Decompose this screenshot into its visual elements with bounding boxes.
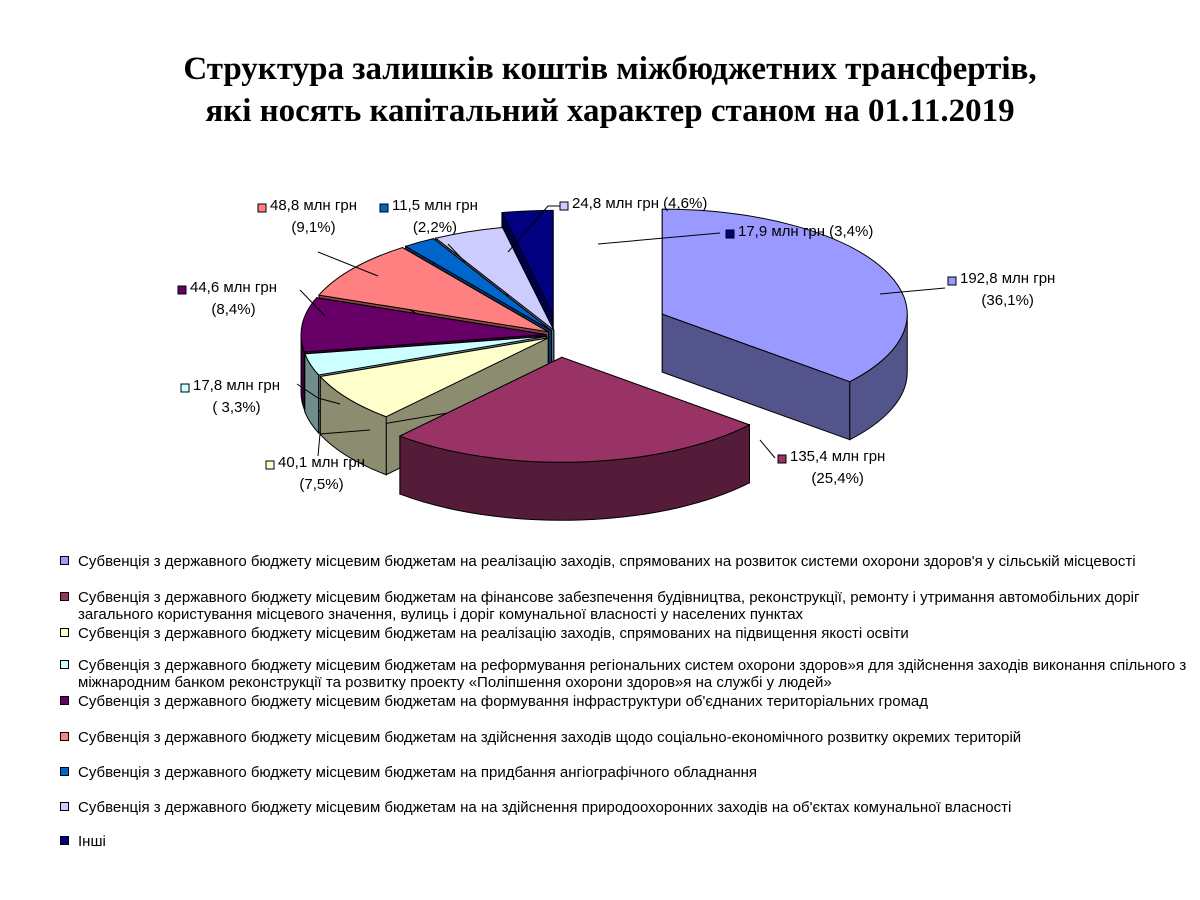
data-label-swatch-education: [266, 461, 274, 469]
legend-item: [60, 729, 1198, 746]
data-label-swatch-health_rural: [948, 277, 956, 285]
chart-title-line2: які носять капітальний характер станом на 01.11.2019: [205, 93, 1015, 129]
legend-label: Субвенція з державного бюджету місцевим бюджетам на реформування регіональних систем охорони здоров»я для здійснення заходів виконання спільного з міжнародним банком реконструкції та розвитку проекту «Поліпшення охорони здоров»я на службі у людей»: [78, 657, 1187, 691]
legend-label: Субвенція з державного бюджету місцевим бюджетам на формування інфраструктури об'єднаних територіальних громад: [78, 693, 929, 710]
data-label-value-angiography: 11,5 млн грн: [392, 197, 478, 214]
legend-label: Субвенція з державного бюджету місцевим бюджетам на здійснення заходів щодо соціально-економічного розвитку окремих територій: [78, 729, 1022, 746]
legend-swatch: [60, 836, 69, 845]
data-label-swatch-communities: [178, 286, 186, 294]
data-label-percent-angiography: (2,2%): [412, 219, 458, 236]
legend-swatch: [60, 628, 69, 637]
legend-label: Субвенція з державного бюджету місцевим бюджетам на на здійснення природоохоронних заходів на об'єктах комунальної власності: [78, 799, 1012, 816]
data-label-value-education: 40,1 млн грн: [278, 454, 365, 471]
chart-title-line1: Структура залишків коштів міжбюджетних трансфертів,: [183, 51, 1037, 87]
data-label-percent-roads: (25,4%): [811, 470, 864, 487]
legend-swatch: [60, 767, 69, 776]
legend-item: [60, 625, 1198, 642]
legend-label: Субвенція з державного бюджету місцевим бюджетам на придбання ангіографічного обладнання: [78, 764, 758, 781]
data-label-percent-communities: (8,4%): [211, 301, 256, 318]
legend-item: [60, 553, 1198, 570]
pie-slice-health_rural: [662, 209, 907, 440]
data-label-value-communities: 44,6 млн грн: [190, 279, 277, 296]
legend-item: [60, 833, 1198, 850]
legend-swatch: [60, 592, 69, 601]
data-label-value-health_reform: 17,8 млн грн: [193, 377, 280, 394]
data-label-value-other: 17,9 млн грн (3,4%): [738, 223, 874, 240]
data-label-value-environment: 24,8 млн грн (4,6%): [572, 195, 708, 212]
legend-swatch: [60, 802, 69, 811]
data-label-percent-health_rural: (36,1%): [981, 292, 1034, 309]
data-label-swatch-health_reform: [181, 384, 189, 392]
legend-swatch: [60, 732, 69, 741]
data-label-swatch-territories: [258, 204, 266, 212]
data-label-percent-territories: (9,1%): [291, 219, 336, 236]
legend-label: Інші: [78, 833, 106, 850]
data-label-value-territories: 48,8 млн грн: [270, 197, 357, 214]
legend-label: Субвенція з державного бюджету місцевим бюджетам на реалізацію заходів, спрямованих на підвищення якості освіти: [78, 625, 909, 642]
legend-item: [60, 657, 1198, 691]
data-label-swatch-other: [726, 230, 734, 238]
legend-swatch: [60, 660, 69, 669]
data-label-swatch-environment: [560, 202, 568, 210]
legend-label: Субвенція з державного бюджету місцевим бюджетам на фінансове забезпечення будівництва, реконструкції, ремонту і утримання автомобільних доріг загального користування місцевого значення, вулиць і доріг комунальної власності у населених пунктах: [78, 589, 1140, 623]
legend-swatch: [60, 556, 69, 565]
legend-item: [60, 764, 1198, 781]
data-label-percent-education: (7,5%): [299, 476, 344, 493]
data-label-percent-health_reform: ( 3,3%): [212, 399, 261, 416]
leader-line-roads: [760, 440, 775, 458]
legend-label: Субвенція з державного бюджету місцевим бюджетам на реалізацію заходів, спрямованих на розвиток системи охорони здоров'я у сільській місцевості: [78, 553, 1136, 570]
data-label-swatch-angiography: [380, 204, 388, 212]
legend-item: [60, 799, 1198, 816]
data-label-value-roads: 135,4 млн грн: [790, 448, 886, 465]
data-label-value-health_rural: 192,8 млн грн: [960, 270, 1056, 287]
legend-swatch: [60, 696, 69, 705]
legend-item: [60, 589, 1198, 623]
data-label-swatch-roads: [778, 455, 786, 463]
legend-item: [60, 693, 1198, 710]
